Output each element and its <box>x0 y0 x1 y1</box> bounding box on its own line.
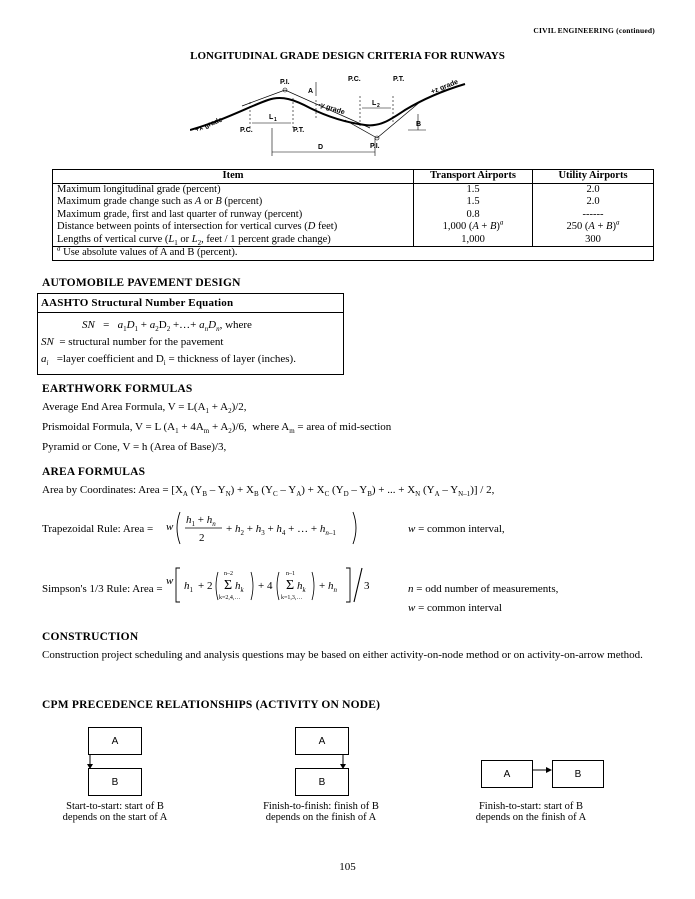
sn-equation: SN = $a_1D_1 + a_2D_2$ +…+ $a_nD_n$, where <box>82 319 252 334</box>
table-row: Maximum longitudinal grade (percent) 1.5 2.0 <box>53 183 653 196</box>
simpson-note-w: w = common interval <box>408 602 502 614</box>
ff-node-a: A <box>295 727 349 755</box>
runway-criteria-table <box>52 169 654 261</box>
l2-sub: 2 <box>377 103 380 109</box>
pi2-label: P.I. <box>370 143 380 150</box>
svg-text:k=1,3,…: k=1,3,… <box>281 595 303 601</box>
pi1-label: P.I. <box>280 79 290 86</box>
ai-definition: $a_i$ =layer coefficient and $D_i$ = thickness of layer (inches). <box>41 353 296 368</box>
table-footnote: $^a$ Use absolute values of A and B (percent). <box>53 247 653 260</box>
b-label: B <box>416 121 422 128</box>
ss-node-b: B <box>88 768 142 796</box>
svg-text:3: 3 <box>364 580 370 592</box>
runway-title: LONGITUDINAL GRADE DESIGN CRITERIA FOR RUNWAYS <box>190 50 505 62</box>
aashto-box <box>37 293 344 375</box>
aashto-title: AASHTO Structural Number Equation <box>38 294 343 313</box>
pt1-label: P.T. <box>293 127 305 134</box>
col-utility: Utility Airports <box>533 170 654 183</box>
col-transport: Transport Airports <box>414 170 533 183</box>
pavement-heading: AUTOMOBILE PAVEMENT DESIGN <box>42 277 241 289</box>
trapezoidal-note: w = common interval, <box>408 523 505 535</box>
runway-profile-diagram <box>190 68 470 164</box>
ss-caption: Start-to-start: start of B depends on the start of A <box>62 801 168 823</box>
svg-text:h1 + hn: $h_1 + h_n$ <box>186 514 216 528</box>
svg-text:Σ: Σ <box>224 578 233 593</box>
earthwork-heading: EARTHWORK FORMULAS <box>42 383 193 395</box>
col-item: Item <box>53 170 414 183</box>
simpson-formula <box>166 562 376 608</box>
table-row: Maximum grade change such as A or B (percent) 1.5 2.0 <box>53 196 653 209</box>
fs-caption: Finish-to-start: start of B depends on the finish of A <box>475 801 587 823</box>
fs-node-b: B <box>552 760 604 788</box>
svg-text:+ hn: + $h_n$ <box>319 580 337 594</box>
area-by-coordinates: Area by Coordinates: Area = [$X_A$ $(Y_B - Y_N) + X_B$ $(Y_C - Y_A) + X_C$ $(Y_D - Y_B)$ + ... + $X_N$ $(Y_A - Y_{N-1})] / 2$, <box>42 484 495 499</box>
svg-text:hk: $h_k$ <box>297 580 306 594</box>
avg-end-area: Average End Area Formula, $V = L(A_1 + A_2)/2$, <box>42 401 247 416</box>
sn-definition: SN = structural number for the pavement <box>41 336 224 348</box>
svg-text:+ 4: + 4 <box>258 580 273 592</box>
svg-text:n–1: n–1 <box>286 571 295 577</box>
d-label: D <box>318 144 324 151</box>
construction-heading: CONSTRUCTION <box>42 631 139 643</box>
plus-z-grade: +z grade <box>430 78 460 96</box>
svg-text:2: 2 <box>199 532 205 544</box>
svg-text:w: w <box>166 521 174 533</box>
construction-text: Construction project scheduling and analysis questions may be based on either activity-on-node method or on activity-on-arrow method. <box>42 649 643 661</box>
table-row: Lengths of vertical curve ($L_1$ or $L_2$, feet / 1 percent grade change) 1,000 300 <box>53 234 653 247</box>
fs-node-a: A <box>481 760 533 788</box>
ff-node-b: B <box>295 768 349 796</box>
ss-node-a: A <box>88 727 142 755</box>
table-row: Maximum grade, first and last quarter of runway (percent) 0.8 ------ <box>53 209 653 222</box>
l2-label: L <box>372 100 377 107</box>
simpson-label: Simpson's 1/3 Rule: Area = <box>42 583 163 595</box>
table-row: Distance between points of intersection for vertical curves (D feet) 1,000 $(A + B)^a$ 250 $(A + B)^a$ <box>53 221 653 234</box>
prismoidal: Prismoidal Formula, V = L $(A_1 + 4A_m + A_2)/6$, where $A_m$ = area of mid-section <box>42 421 392 436</box>
running-header: CIVIL ENGINEERING (continued) <box>533 26 655 35</box>
pt2-label: P.T. <box>393 76 405 83</box>
svg-text:+ 2: + 2 <box>198 580 213 592</box>
trapezoidal-label: Trapezoidal Rule: Area = <box>42 523 154 535</box>
svg-text:k=2,4,…: k=2,4,… <box>219 595 241 601</box>
svg-text:Σ: Σ <box>286 578 295 593</box>
pc2-label: P.C. <box>348 76 361 83</box>
svg-text:n–2: n–2 <box>224 571 233 577</box>
svg-text:+ h2 + h3 + h4 + … + hn–1: + $h_2 + h_3 + h_4$ + … + $h_n-1$ <box>226 523 336 537</box>
pc1-label: P.C. <box>240 127 253 134</box>
a-label: A <box>308 88 314 95</box>
svg-text:h1: $h_1$ <box>184 580 193 594</box>
page-number: 105 <box>339 861 356 873</box>
pyramid-cone: Pyramid or Cone, V = h (Area of Base)/3, <box>42 441 227 453</box>
area-heading: AREA FORMULAS <box>42 466 146 478</box>
simpson-note-n: n = odd number of measurements, <box>408 583 559 595</box>
plus-x-grade: +x grade <box>194 116 224 134</box>
cpm-heading: CPM PRECEDENCE RELATIONSHIPS (ACTIVITY ON NODE) <box>42 699 381 711</box>
minus-y-grade: -y grade <box>317 101 346 117</box>
svg-text:hk: $h_k$ <box>235 580 244 594</box>
l1-sub: 1 <box>274 117 277 123</box>
svg-text:w: w <box>166 575 174 587</box>
ff-caption: Finish-to-finish: finish of B depends on the finish of A <box>263 801 379 823</box>
trapezoidal-formula <box>166 508 366 548</box>
l1-label: L <box>269 114 274 121</box>
